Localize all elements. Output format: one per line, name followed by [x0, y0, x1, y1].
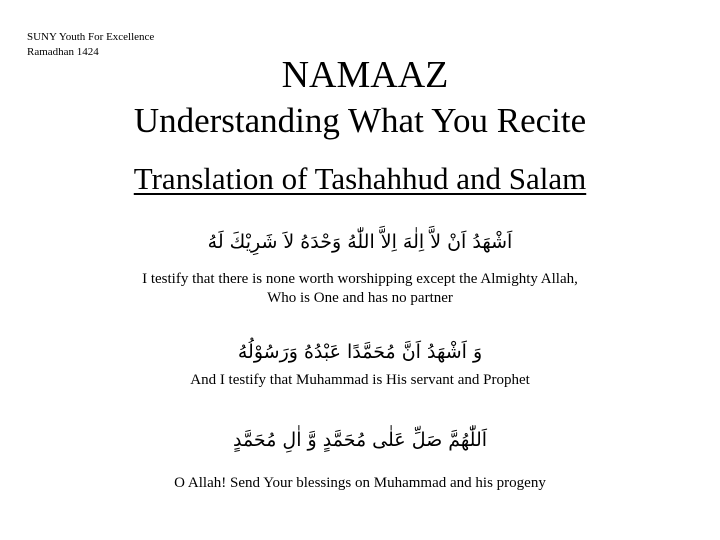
section-heading: Translation of Tashahhud and Salam [133, 161, 587, 196]
translation-1-line-2: Who is One and has no partner [267, 290, 453, 306]
translation-1-line-1: I testify that there is none worth worshipping except the Almighty Allah, [142, 271, 578, 287]
subtitle: Understanding What You Recite [133, 101, 587, 140]
event-date: Ramadhan 1424 [27, 46, 99, 58]
organization-name: SUNY Youth For Excellence [27, 31, 155, 43]
translation-1 [0, 270, 720, 308]
translation-2 [0, 371, 720, 390]
arabic-verse-3: اَللّٰهُمَّ صَلِّ عَلٰى مُحَمَّدٍ وَّ اٰلِ مُحَمَّدٍ [232, 429, 488, 451]
arabic-verse-2: وَ اَشْهَدُ اَنَّ مُحَمَّدًا عَبْدُهُ وَرَسُوْلُهُ [237, 341, 483, 363]
arabic-verse-1: اَشْهَدُ اَنْ لاَّ اِلٰهَ اِلاَّ اللّٰهُ وَحْدَهُ لاَ شَرِيْكَ لَهُ [207, 231, 513, 253]
translation-3 [0, 474, 720, 493]
translation-2-line-1: And I testify that Muhammad is His servant and Prophet [190, 372, 530, 388]
main-title: NAMAAZ [281, 54, 449, 96]
translation-3-line-1: O Allah! Send Your blessings on Muhammad and his progeny [174, 475, 546, 491]
